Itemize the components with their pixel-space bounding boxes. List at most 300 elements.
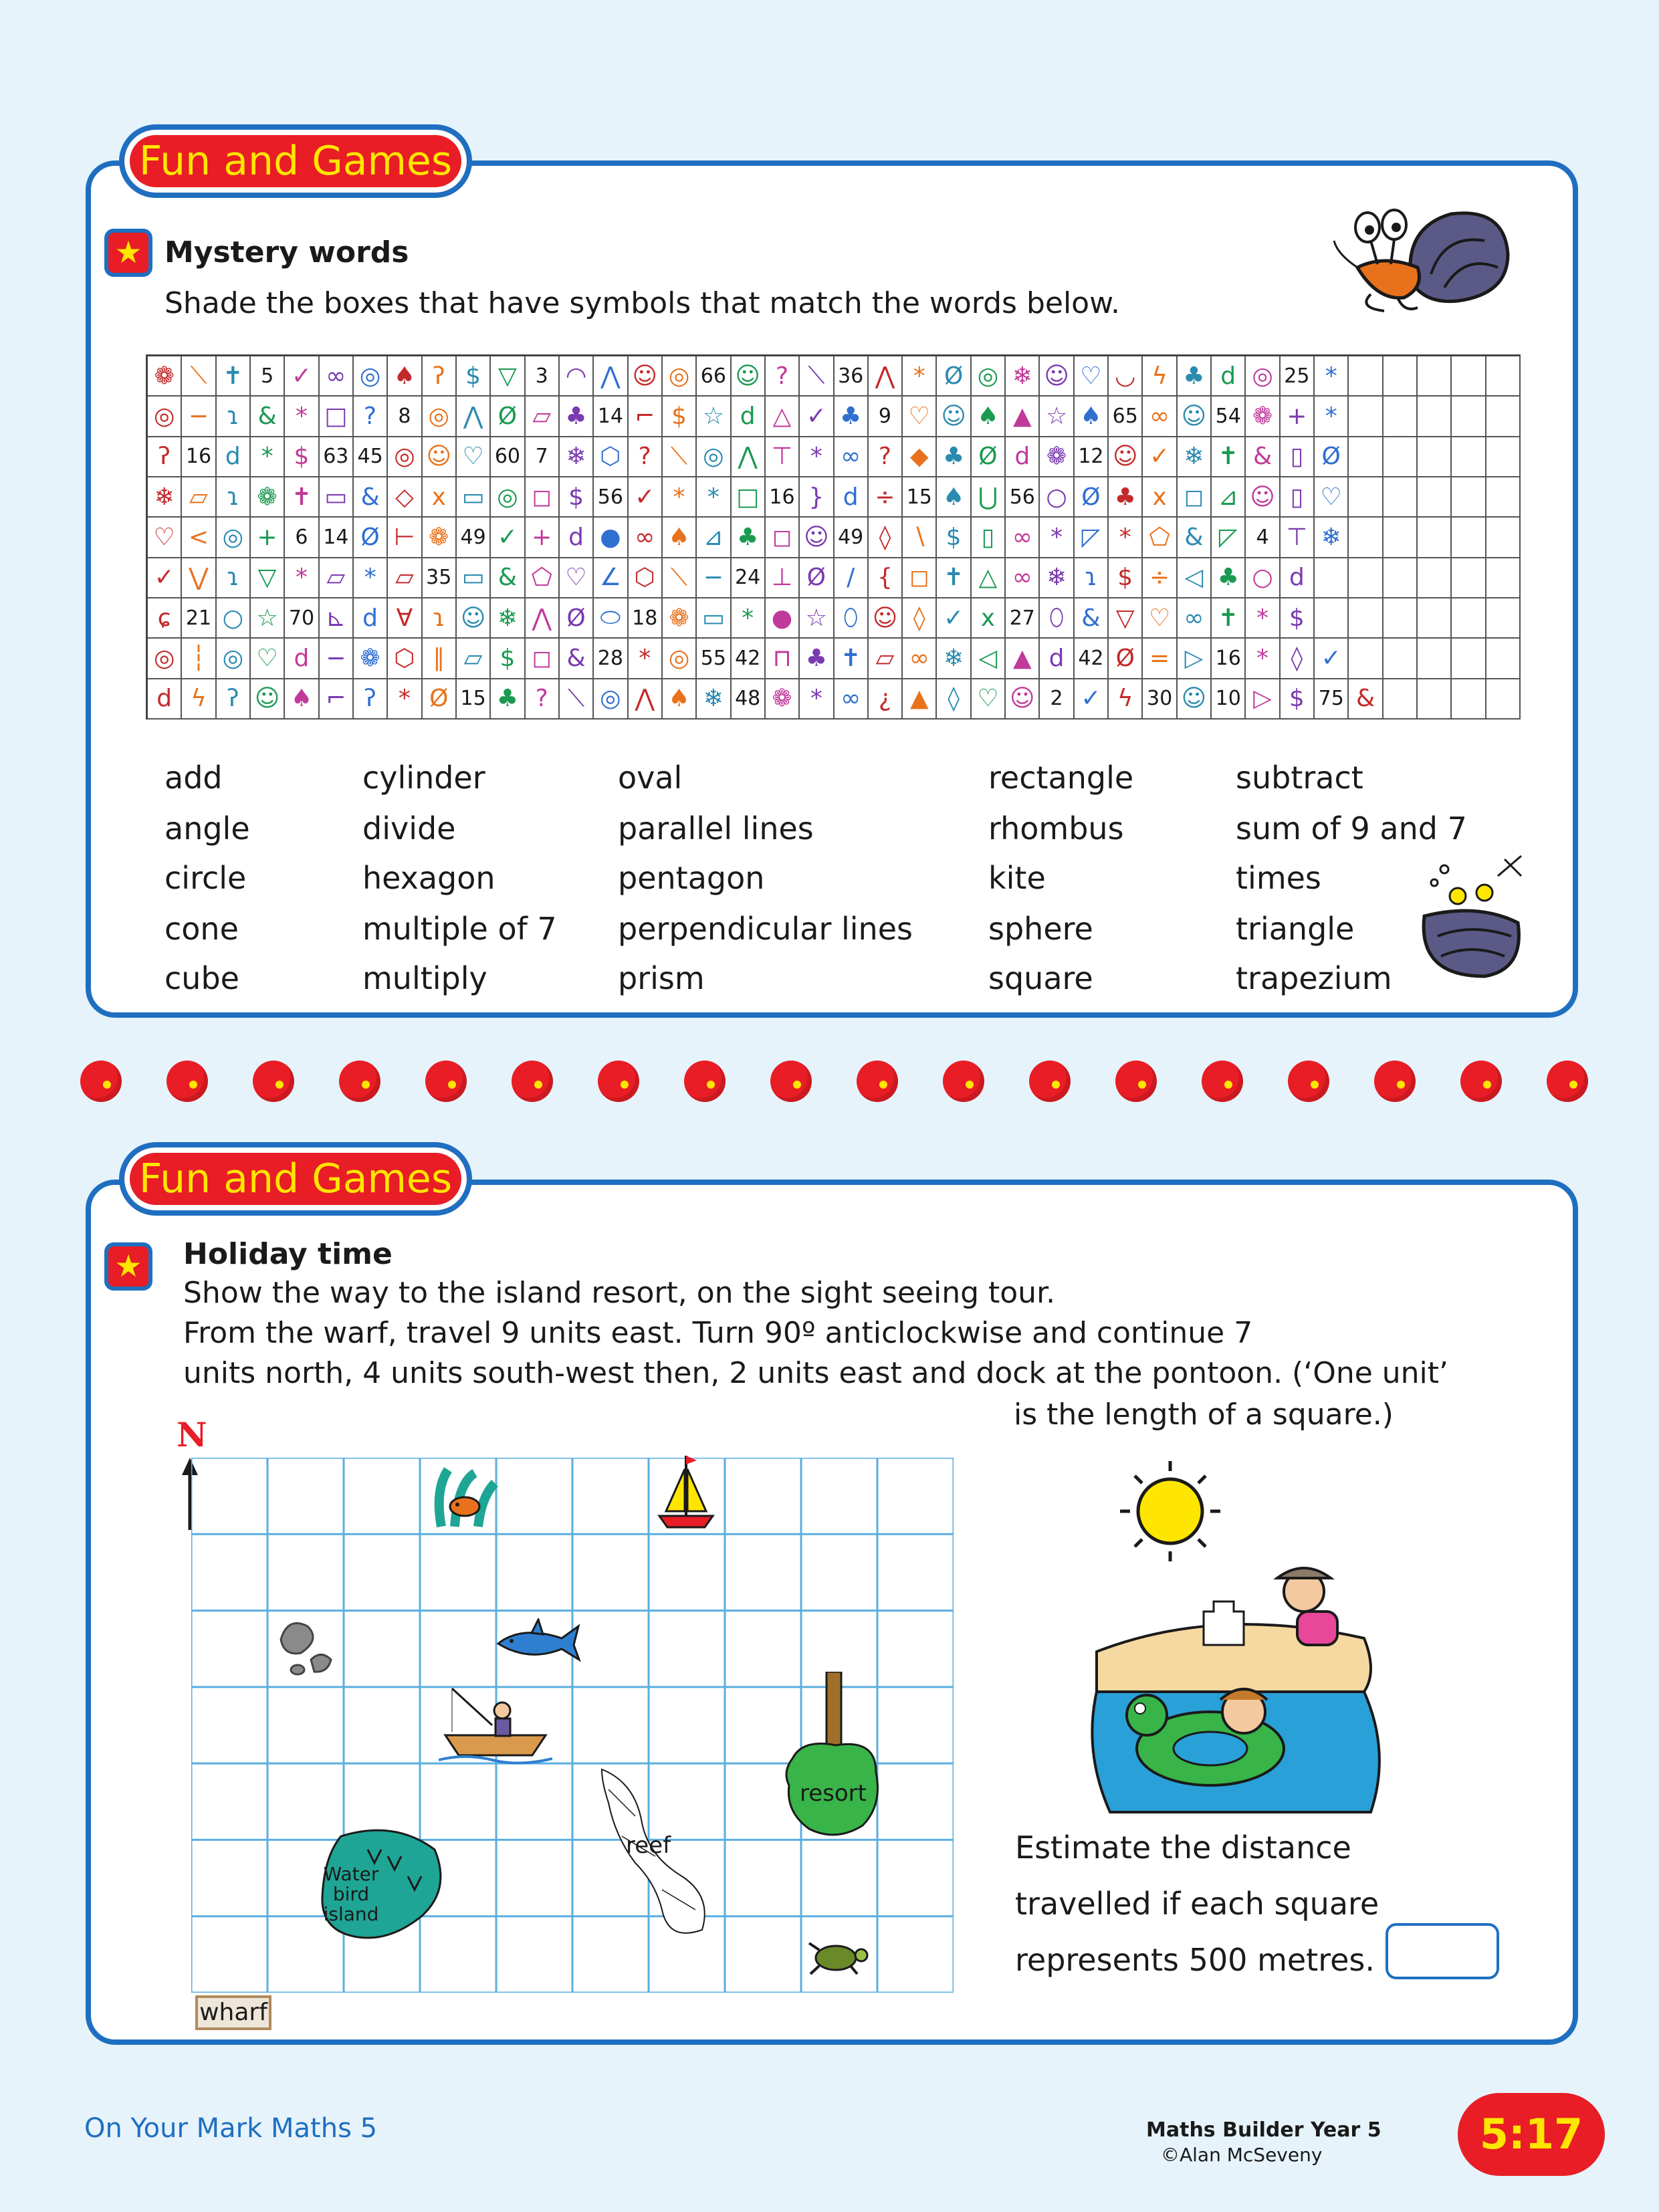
grid-cell[interactable]: ☺ [732,356,766,397]
grid-cell[interactable]: 16 [182,437,216,477]
grid-cell[interactable]: ▭ [457,558,491,598]
grid-cell[interactable]: ♠ [285,679,319,720]
grid-cell[interactable]: ✓ [1143,437,1177,477]
grid-cell[interactable]: 21 [182,598,216,639]
grid-cell[interactable]: ⬠ [526,558,560,598]
grid-cell[interactable]: ◎ [217,639,251,679]
grid-cell[interactable]: ◎ [217,518,251,558]
grid-cell[interactable]: 12 [1075,437,1109,477]
grid-cell[interactable]: ❁ [251,477,285,518]
grid-cell[interactable]: 54 [1212,397,1246,437]
grid-cell[interactable]: ♠ [937,477,971,518]
grid-cell[interactable]: ♡ [903,397,937,437]
grid-cell[interactable]: ◻ [526,639,560,679]
grid-cell[interactable] [1452,639,1486,679]
grid-cell[interactable] [1486,477,1521,518]
grid-cell[interactable]: ⬠ [1143,518,1177,558]
grid-cell[interactable]: ☆ [1040,397,1074,437]
grid-cell[interactable]: △ [972,558,1006,598]
grid-cell[interactable]: ⟍ [663,437,697,477]
grid-cell[interactable]: ☺ [457,598,491,639]
grid-cell[interactable]: ✓ [937,598,971,639]
grid-cell[interactable]: ♠ [388,356,422,397]
grid-cell[interactable]: ☆ [251,598,285,639]
grid-cell[interactable]: ◎ [663,356,697,397]
grid-cell[interactable] [1418,437,1452,477]
grid-cell[interactable]: 48 [732,679,766,720]
grid-cell[interactable]: ❄ [148,477,182,518]
grid-cell[interactable]: ❁ [1246,397,1280,437]
grid-cell[interactable]: & [560,639,594,679]
grid-cell[interactable]: ♣ [1212,558,1246,598]
grid-cell[interactable]: ▷ [1246,679,1280,720]
grid-cell[interactable]: ϟ [182,679,216,720]
grid-cell[interactable]: = [1143,639,1177,679]
grid-cell[interactable]: + [526,518,560,558]
grid-cell[interactable]: d [732,397,766,437]
grid-cell[interactable]: ▽ [251,558,285,598]
grid-cell[interactable]: ♣ [800,639,834,679]
grid-cell[interactable]: ⊢ [388,518,422,558]
grid-cell[interactable]: ▷ [1178,639,1212,679]
grid-cell[interactable]: ▯ [1281,477,1315,518]
grid-cell[interactable]: Ø [1315,437,1349,477]
grid-cell[interactable]: ☺ [1040,356,1074,397]
grid-cell[interactable]: ♡ [148,518,182,558]
grid-cell[interactable]: * [732,598,766,639]
grid-cell[interactable]: d [285,639,319,679]
grid-cell[interactable] [1418,477,1452,518]
grid-cell[interactable] [1486,437,1521,477]
grid-cell[interactable] [1349,518,1383,558]
grid-cell[interactable]: $ [457,356,491,397]
grid-cell[interactable] [1418,598,1452,639]
grid-cell[interactable] [1418,397,1452,437]
grid-cell[interactable]: ɿ [1075,558,1109,598]
grid-cell[interactable]: ▱ [457,639,491,679]
grid-cell[interactable] [1349,598,1383,639]
grid-cell[interactable]: ▱ [526,397,560,437]
grid-cell[interactable]: ○ [1246,558,1280,598]
grid-cell[interactable] [1349,558,1383,598]
grid-cell[interactable]: 15 [457,679,491,720]
grid-cell[interactable]: ⊾ [320,598,354,639]
grid-cell[interactable]: ✝ [835,639,869,679]
grid-cell[interactable] [1349,356,1383,397]
grid-cell[interactable]: 55 [697,639,731,679]
grid-cell[interactable]: 28 [594,639,628,679]
grid-cell[interactable]: ? [766,356,800,397]
grid-cell[interactable]: ʔ [217,679,251,720]
grid-cell[interactable]: ◎ [354,356,388,397]
grid-cell[interactable]: d [148,679,182,720]
grid-cell[interactable]: ● [594,518,628,558]
grid-cell[interactable]: ◎ [491,477,525,518]
grid-cell[interactable] [1384,679,1418,720]
grid-cell[interactable] [1452,598,1486,639]
grid-cell[interactable]: ⊤ [766,437,800,477]
grid-cell[interactable]: 16 [1212,639,1246,679]
grid-cell[interactable]: ⋀ [594,356,628,397]
grid-cell[interactable]: ∖ [903,518,937,558]
grid-cell[interactable] [1418,679,1452,720]
grid-cell[interactable]: ❄ [697,679,731,720]
grid-cell[interactable]: ∠ [594,558,628,598]
grid-cell[interactable]: ◻ [1178,477,1212,518]
grid-cell[interactable]: Ø [354,518,388,558]
grid-cell[interactable] [1486,639,1521,679]
grid-cell[interactable]: ⋀ [732,437,766,477]
grid-cell[interactable]: 49 [835,518,869,558]
grid-cell[interactable]: 56 [594,477,628,518]
grid-cell[interactable]: ▱ [869,639,903,679]
grid-cell[interactable]: 7 [526,437,560,477]
grid-cell[interactable]: − [320,639,354,679]
grid-cell[interactable]: ✓ [148,558,182,598]
grid-cell[interactable]: ∞ [903,639,937,679]
grid-cell[interactable]: ɿ [423,598,457,639]
grid-cell[interactable]: ♡ [1075,356,1109,397]
wharf-label[interactable]: wharf [195,1995,271,2030]
grid-cell[interactable]: ✓ [491,518,525,558]
grid-cell[interactable]: ◻ [903,558,937,598]
grid-cell[interactable]: 14 [320,518,354,558]
grid-cell[interactable] [1418,356,1452,397]
grid-cell[interactable]: ☆ [697,397,731,437]
grid-cell[interactable]: ♡ [560,558,594,598]
grid-cell[interactable]: ☺ [800,518,834,558]
grid-cell[interactable]: 65 [1109,397,1143,437]
grid-cell[interactable] [1384,356,1418,397]
grid-cell[interactable]: ⊥ [766,558,800,598]
grid-cell[interactable]: ∞ [835,679,869,720]
grid-cell[interactable] [1349,639,1383,679]
grid-cell[interactable]: ♡ [251,639,285,679]
grid-cell[interactable]: ⟍ [800,356,834,397]
grid-cell[interactable]: ⋀ [629,679,663,720]
grid-cell[interactable] [1418,518,1452,558]
grid-cell[interactable]: 4 [1246,518,1280,558]
grid-cell[interactable]: ◁ [1178,558,1212,598]
grid-cell[interactable] [1452,437,1486,477]
grid-cell[interactable]: ▲ [1006,639,1040,679]
grid-cell[interactable]: ¿ [869,679,903,720]
grid-cell[interactable]: ⌐ [320,679,354,720]
grid-cell[interactable]: ◻ [766,518,800,558]
grid-cell[interactable]: 70 [285,598,319,639]
grid-cell[interactable]: ◊ [937,679,971,720]
grid-cell[interactable]: ❁ [766,679,800,720]
grid-cell[interactable] [1486,397,1521,437]
grid-cell[interactable]: ♣ [732,518,766,558]
grid-cell[interactable]: d [1212,356,1246,397]
grid-cell[interactable]: 56 [1006,477,1040,518]
grid-cell[interactable]: ɿ [217,397,251,437]
grid-cell[interactable]: 66 [697,356,731,397]
grid-cell[interactable]: △ [766,397,800,437]
grid-cell[interactable]: ◁ [972,639,1006,679]
grid-cell[interactable] [1452,558,1486,598]
grid-cell[interactable]: ◎ [423,397,457,437]
grid-cell[interactable] [1349,477,1383,518]
grid-cell[interactable]: ◎ [972,356,1006,397]
grid-cell[interactable]: ❁ [354,639,388,679]
grid-cell[interactable]: ◎ [1246,356,1280,397]
grid-cell[interactable]: ◊ [869,518,903,558]
grid-cell[interactable]: ◆ [903,437,937,477]
grid-cell[interactable]: 2 [1040,679,1074,720]
grid-cell[interactable]: ⋃ [972,477,1006,518]
grid-cell[interactable]: ⟍ [560,679,594,720]
grid-cell[interactable]: ÷ [1143,558,1177,598]
grid-cell[interactable] [1418,558,1452,598]
grid-cell[interactable]: ✓ [800,397,834,437]
grid-cell[interactable]: ⟍ [663,558,697,598]
grid-cell[interactable]: * [388,679,422,720]
grid-cell[interactable]: ☺ [629,356,663,397]
grid-cell[interactable]: d [217,437,251,477]
grid-cell[interactable]: ◠ [560,356,594,397]
grid-cell[interactable] [1452,679,1486,720]
grid-cell[interactable]: 45 [354,437,388,477]
grid-cell[interactable]: * [697,477,731,518]
grid-cell[interactable]: d [560,518,594,558]
grid-cell[interactable]: ▽ [491,356,525,397]
grid-cell[interactable]: ☺ [423,437,457,477]
grid-cell[interactable]: ⊓ [766,639,800,679]
grid-cell[interactable]: 6 [285,518,319,558]
grid-cell[interactable] [1486,598,1521,639]
grid-cell[interactable]: 63 [320,437,354,477]
grid-cell[interactable]: 8 [388,397,422,437]
grid-cell[interactable]: 3 [526,356,560,397]
grid-cell[interactable]: $ [937,518,971,558]
grid-cell[interactable]: ∞ [1006,558,1040,598]
grid-cell[interactable]: ? [526,679,560,720]
grid-cell[interactable]: ✓ [629,477,663,518]
grid-cell[interactable]: ✓ [1075,679,1109,720]
grid-cell[interactable]: ⋁ [182,558,216,598]
grid-cell[interactable]: ❄ [1315,518,1349,558]
grid-cell[interactable]: 10 [1212,679,1246,720]
grid-cell[interactable] [1452,356,1486,397]
grid-cell[interactable]: ● [766,598,800,639]
grid-cell[interactable] [1486,558,1521,598]
grid-cell[interactable]: } [800,477,834,518]
grid-cell[interactable]: ☺ [869,598,903,639]
grid-cell[interactable]: * [800,437,834,477]
grid-cell[interactable] [1452,477,1486,518]
grid-cell[interactable]: ♣ [1178,356,1212,397]
grid-cell[interactable]: * [285,397,319,437]
grid-cell[interactable]: ▲ [1006,397,1040,437]
grid-cell[interactable]: * [1315,397,1349,437]
grid-cell[interactable] [1384,558,1418,598]
grid-cell[interactable]: * [1246,598,1280,639]
grid-cell[interactable]: * [1040,518,1074,558]
grid-cell[interactable]: + [251,518,285,558]
grid-cell[interactable]: ◻ [526,477,560,518]
grid-cell[interactable]: ♣ [491,679,525,720]
grid-cell[interactable]: ◎ [663,639,697,679]
grid-cell[interactable]: ☺ [937,397,971,437]
grid-cell[interactable]: ∥ [423,639,457,679]
grid-cell[interactable]: ❄ [1040,558,1074,598]
grid-cell[interactable]: 15 [903,477,937,518]
grid-cell[interactable]: x [423,477,457,518]
grid-cell[interactable] [1452,397,1486,437]
grid-cell[interactable]: ❄ [491,598,525,639]
grid-cell[interactable]: ∞ [629,518,663,558]
grid-cell[interactable]: ♣ [560,397,594,437]
grid-cell[interactable]: $ [560,477,594,518]
grid-cell[interactable]: d [1006,437,1040,477]
grid-cell[interactable]: ○ [217,598,251,639]
grid-cell[interactable]: ▲ [903,679,937,720]
grid-cell[interactable] [1349,437,1383,477]
grid-cell[interactable]: ♠ [663,679,697,720]
grid-cell[interactable]: ? [869,437,903,477]
grid-cell[interactable]: Ø [1109,639,1143,679]
grid-cell[interactable]: & [1178,518,1212,558]
grid-cell[interactable]: ✝ [285,477,319,518]
grid-cell[interactable]: ⋀ [457,397,491,437]
grid-cell[interactable]: ⬡ [629,558,663,598]
grid-cell[interactable]: ▭ [697,598,731,639]
grid-cell[interactable]: ◎ [388,437,422,477]
grid-cell[interactable]: 27 [1006,598,1040,639]
grid-cell[interactable] [1384,639,1418,679]
grid-cell[interactable]: ♡ [1315,477,1349,518]
grid-cell[interactable]: 30 [1143,679,1177,720]
grid-cell[interactable] [1486,356,1521,397]
grid-cell[interactable]: & [251,397,285,437]
grid-cell[interactable]: & [1349,679,1383,720]
grid-cell[interactable]: & [1075,598,1109,639]
grid-cell[interactable]: ʔ [148,437,182,477]
symbol-grid[interactable] [146,354,1521,720]
grid-cell[interactable]: 16 [766,477,800,518]
grid-cell[interactable]: d [1040,639,1074,679]
grid-cell[interactable]: ❁ [1040,437,1074,477]
grid-cell[interactable]: ÷ [869,477,903,518]
grid-cell[interactable]: ♡ [1143,598,1177,639]
grid-cell[interactable]: 5 [251,356,285,397]
grid-cell[interactable]: * [354,558,388,598]
grid-cell[interactable]: ∞ [1143,397,1177,437]
grid-cell[interactable]: 9 [869,397,903,437]
grid-cell[interactable]: ☺ [1006,679,1040,720]
grid-cell[interactable]: ☆ [800,598,834,639]
grid-cell[interactable] [1315,558,1349,598]
grid-cell[interactable]: ◊ [903,598,937,639]
grid-cell[interactable]: ? [629,437,663,477]
grid-cell[interactable]: ❁ [148,356,182,397]
grid-cell[interactable]: ◸ [1212,518,1246,558]
grid-cell[interactable]: ⬯ [1040,598,1074,639]
grid-cell[interactable]: & [354,477,388,518]
grid-cell[interactable]: ✝ [1212,598,1246,639]
grid-cell[interactable]: Ø [1075,477,1109,518]
grid-cell[interactable]: Ø [937,356,971,397]
grid-cell[interactable]: ○ [1040,477,1074,518]
grid-cell[interactable]: ☺ [1178,679,1212,720]
grid-cell[interactable]: ✝ [1212,437,1246,477]
grid-cell[interactable]: Ø [491,397,525,437]
grid-cell[interactable] [1384,598,1418,639]
grid-cell[interactable]: ▯ [972,518,1006,558]
grid-cell[interactable] [1452,518,1486,558]
grid-cell[interactable]: 35 [423,558,457,598]
grid-cell[interactable]: ❄ [1178,437,1212,477]
grid-cell[interactable]: d [835,477,869,518]
grid-cell[interactable]: ▱ [388,558,422,598]
grid-cell[interactable]: $ [1109,558,1143,598]
grid-cell[interactable]: ◸ [1075,518,1109,558]
grid-cell[interactable]: * [285,558,319,598]
grid-cell[interactable]: * [663,477,697,518]
grid-cell[interactable]: ɿ [217,558,251,598]
grid-cell[interactable]: & [1246,437,1280,477]
grid-cell[interactable]: ⬡ [388,639,422,679]
grid-cell[interactable]: * [251,437,285,477]
grid-cell[interactable]: * [1315,356,1349,397]
grid-cell[interactable]: − [182,397,216,437]
grid-cell[interactable]: $ [1281,679,1315,720]
grid-cell[interactable]: + [1281,397,1315,437]
distance-answer-box[interactable] [1386,1923,1499,1979]
grid-cell[interactable]: ◎ [148,639,182,679]
grid-cell[interactable]: * [800,679,834,720]
grid-cell[interactable]: ◎ [594,679,628,720]
grid-cell[interactable]: 25 [1281,356,1315,397]
grid-cell[interactable]: ☺ [1246,477,1280,518]
grid-cell[interactable]: ʔ [423,356,457,397]
grid-cell[interactable]: Ø [423,679,457,720]
grid-cell[interactable]: ⟍ [182,356,216,397]
grid-cell[interactable]: ☺ [1178,397,1212,437]
grid-cell[interactable]: Ø [800,558,834,598]
grid-cell[interactable]: ☺ [1109,437,1143,477]
grid-cell[interactable]: ┆ [182,639,216,679]
grid-cell[interactable]: ◎ [697,437,731,477]
grid-cell[interactable]: / [835,558,869,598]
grid-cell[interactable]: ∀ [388,598,422,639]
grid-cell[interactable]: ▭ [457,477,491,518]
grid-cell[interactable]: ϟ [1109,679,1143,720]
grid-cell[interactable]: ❁ [663,598,697,639]
grid-cell[interactable]: ⊿ [1212,477,1246,518]
grid-cell[interactable]: ∞ [320,356,354,397]
grid-cell[interactable]: ♣ [937,437,971,477]
grid-cell[interactable]: ◎ [148,397,182,437]
grid-cell[interactable]: ◡ [1109,356,1143,397]
grid-cell[interactable]: * [629,639,663,679]
grid-cell[interactable]: □ [320,397,354,437]
grid-cell[interactable]: ☺ [251,679,285,720]
grid-cell[interactable]: 18 [629,598,663,639]
grid-cell[interactable]: d [1281,558,1315,598]
grid-cell[interactable]: ∞ [1006,518,1040,558]
grid-cell[interactable]: ▽ [1109,598,1143,639]
grid-cell[interactable] [1315,598,1349,639]
grid-cell[interactable]: ⋀ [869,356,903,397]
grid-cell[interactable]: ⊤ [1281,518,1315,558]
grid-cell[interactable]: 24 [732,558,766,598]
grid-cell[interactable] [1384,477,1418,518]
grid-cell[interactable]: Ø [972,437,1006,477]
grid-cell[interactable]: & [491,558,525,598]
